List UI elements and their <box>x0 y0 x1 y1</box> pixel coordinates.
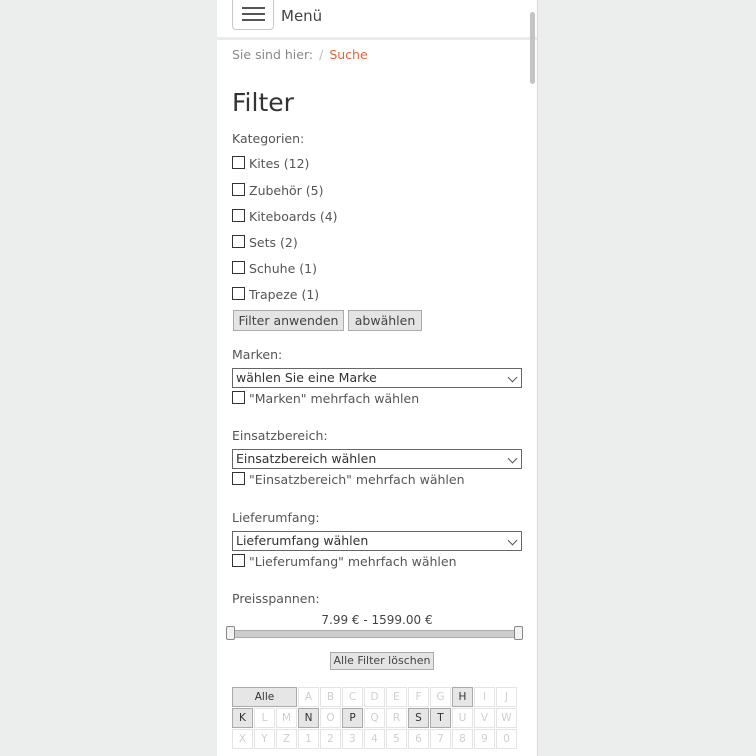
scrollbar[interactable] <box>530 12 535 84</box>
letter-filter-f[interactable]: F <box>408 687 429 707</box>
brands-select[interactable] <box>232 368 522 388</box>
category-label: Kiteboards (4) <box>249 209 338 224</box>
letter-filter-1[interactable]: 1 <box>298 729 319 749</box>
letter-filter-7[interactable]: 7 <box>430 729 451 749</box>
main-page <box>217 0 538 756</box>
letter-filter-r[interactable]: R <box>386 708 407 728</box>
page-title: Filter <box>232 88 294 117</box>
letter-filter-d[interactable]: D <box>364 687 385 707</box>
category-checkbox-kiteboards[interactable] <box>232 209 338 224</box>
letter-filter-x[interactable]: X <box>232 729 253 749</box>
category-label: Trapeze (1) <box>249 287 320 302</box>
letter-filter-q[interactable]: Q <box>364 708 385 728</box>
price-slider-max-handle[interactable] <box>514 626 523 640</box>
letter-filter-9[interactable]: 9 <box>474 729 495 749</box>
chevron-down-icon <box>508 373 518 383</box>
category-checkbox-schuhe[interactable] <box>232 261 317 276</box>
letter-filter-u[interactable]: U <box>452 708 473 728</box>
brands-select-value: wählen Sie eine Marke <box>236 370 377 385</box>
breadcrumb-prefix: Sie sind hier: <box>232 47 314 62</box>
letter-filter-n[interactable]: N <box>298 708 319 728</box>
checkbox[interactable] <box>232 391 245 404</box>
breadcrumb-separator: / <box>319 47 324 62</box>
letter-filter-all[interactable]: Alle <box>232 687 297 707</box>
letter-filter-p[interactable]: P <box>342 708 363 728</box>
letter-filter-3[interactable]: 3 <box>342 729 363 749</box>
scope-label: Lieferumfang: <box>232 510 320 525</box>
reset-all-filters-button[interactable]: Alle Filter löschen <box>330 652 434 670</box>
menu-label[interactable]: Menü <box>281 7 323 25</box>
scope-select[interactable] <box>232 531 522 551</box>
brands-multi-label: "Marken" mehrfach wählen <box>249 391 420 406</box>
scope-multi-label: "Lieferumfang" mehrfach wählen <box>249 554 457 569</box>
letter-filter-s[interactable]: S <box>408 708 429 728</box>
category-checkbox-sets[interactable] <box>232 235 298 250</box>
price-range-value: 7.99 € - 1599.00 € <box>321 613 433 627</box>
scope-multi-checkbox[interactable] <box>232 554 457 569</box>
checkbox[interactable] <box>232 209 245 222</box>
menu-icon[interactable] <box>232 0 274 30</box>
category-label: Sets (2) <box>249 235 298 250</box>
usage-select-value: Einsatzbereich wählen <box>236 451 377 466</box>
category-label: Zubehör (5) <box>249 183 324 198</box>
chevron-down-icon <box>508 454 518 464</box>
letter-filter-l[interactable]: L <box>254 708 275 728</box>
letter-filter-c[interactable]: C <box>342 687 363 707</box>
top-bar <box>217 0 537 40</box>
checkbox[interactable] <box>232 183 245 196</box>
breadcrumb <box>232 47 368 62</box>
letter-filter-w[interactable]: W <box>496 708 517 728</box>
letter-filter-y[interactable]: Y <box>254 729 275 749</box>
price-slider-track[interactable] <box>230 630 521 638</box>
chevron-down-icon <box>508 536 518 546</box>
letter-filter-4[interactable]: 4 <box>364 729 385 749</box>
letter-filter-0[interactable]: 0 <box>496 729 517 749</box>
checkbox[interactable] <box>232 287 245 300</box>
letter-filter-k[interactable]: K <box>232 708 253 728</box>
usage-select[interactable] <box>232 449 522 469</box>
letter-filter-t[interactable]: T <box>430 708 451 728</box>
letter-filter-h[interactable]: H <box>452 687 473 707</box>
letter-filter-2[interactable]: 2 <box>320 729 341 749</box>
categories-label: Kategorien: <box>232 131 305 146</box>
usage-multi-label: "Einsatzbereich" mehrfach wählen <box>249 472 465 487</box>
letter-filter-e[interactable]: E <box>386 687 407 707</box>
letter-filter-v[interactable]: V <box>474 708 495 728</box>
letter-filter-o[interactable]: O <box>320 708 341 728</box>
letter-filter-b[interactable]: B <box>320 687 341 707</box>
checkbox[interactable] <box>232 472 245 485</box>
letter-filter-5[interactable]: 5 <box>386 729 407 749</box>
usage-label: Einsatzbereich: <box>232 428 328 443</box>
letter-filter-z[interactable]: Z <box>276 729 297 749</box>
checkbox[interactable] <box>232 554 245 567</box>
letter-filter-6[interactable]: 6 <box>408 729 429 749</box>
scope-select-value: Lieferumfang wählen <box>236 533 369 548</box>
letter-filter-j[interactable]: J <box>496 687 517 707</box>
usage-multi-checkbox[interactable] <box>232 472 465 487</box>
letter-filter-a[interactable]: A <box>298 687 319 707</box>
category-label: Schuhe (1) <box>249 261 317 276</box>
category-checkbox-zubehoer[interactable] <box>232 183 324 198</box>
category-checkbox-kites[interactable] <box>232 156 309 171</box>
brands-multi-checkbox[interactable] <box>232 391 419 406</box>
category-label: Kites (12) <box>249 156 310 171</box>
checkbox[interactable] <box>232 235 245 248</box>
letter-filter-8[interactable]: 8 <box>452 729 473 749</box>
checkbox[interactable] <box>232 156 245 169</box>
apply-filter-button[interactable]: Filter anwenden <box>233 310 344 331</box>
breadcrumb-current[interactable]: Suche <box>329 47 368 62</box>
brands-label: Marken: <box>232 347 283 362</box>
letter-filter-m[interactable]: M <box>276 708 297 728</box>
price-slider-min-handle[interactable] <box>226 626 235 640</box>
checkbox[interactable] <box>232 261 245 274</box>
price-label: Preisspannen: <box>232 591 320 606</box>
letter-filter-g[interactable]: G <box>430 687 451 707</box>
letter-filter-i[interactable]: I <box>474 687 495 707</box>
category-checkbox-trapeze[interactable] <box>232 287 319 302</box>
deselect-button[interactable]: abwählen <box>348 310 422 331</box>
